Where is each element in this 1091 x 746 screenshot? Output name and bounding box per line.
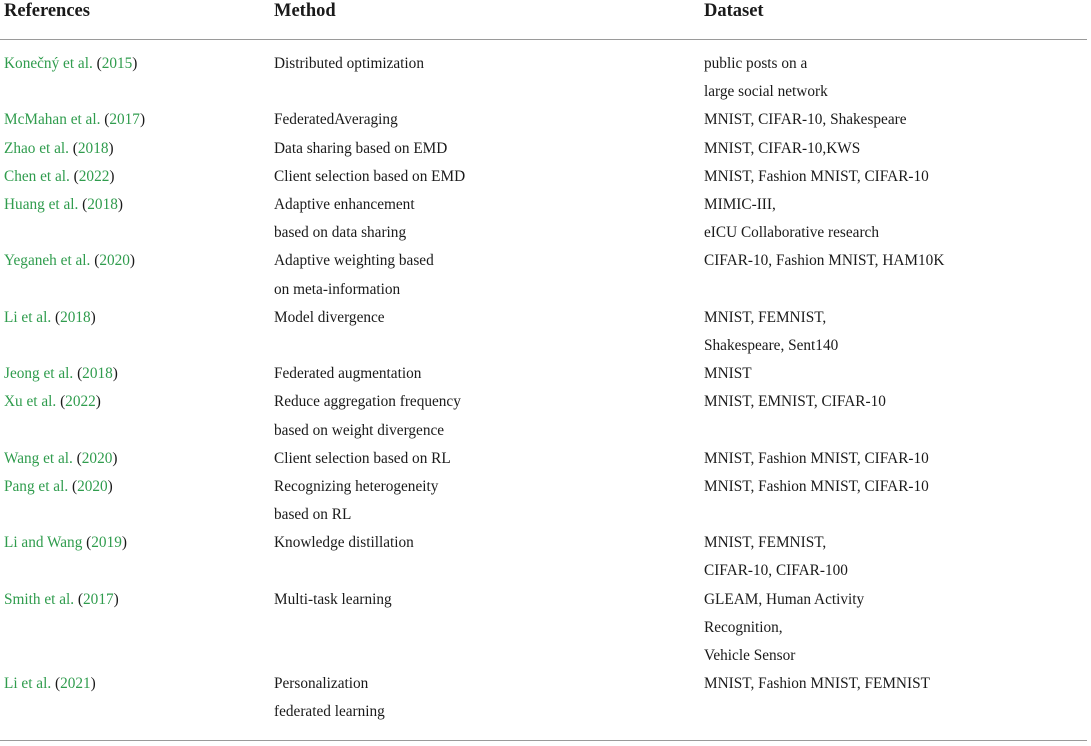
- method-cell: [274, 445, 451, 473]
- dataset-text: Shakespeare, Sent140: [704, 336, 839, 354]
- dataset-text: CIFAR-10, Fashion MNIST, HAM10K: [704, 252, 945, 270]
- dataset-cell: [704, 586, 864, 671]
- method-text: Personalization: [274, 675, 369, 693]
- reference-cell: Yeganeh et al. (2020): [4, 252, 136, 270]
- reference-year-link[interactable]: 2018: [60, 308, 91, 326]
- reference-link[interactable]: Li et al.: [4, 675, 52, 693]
- dataset-text: Recognition,: [704, 618, 783, 636]
- method-text: Client selection based on RL: [274, 449, 451, 467]
- reference-year-link[interactable]: 2017: [109, 111, 140, 129]
- reference-year-link[interactable]: 2019: [91, 534, 122, 552]
- table-row: [0, 135, 1087, 163]
- reference-year-link[interactable]: 2022: [65, 393, 96, 411]
- method-text: based on data sharing: [274, 224, 407, 242]
- reference-link[interactable]: Pang et al.: [4, 477, 69, 495]
- table-row: [0, 247, 1087, 303]
- method-text: based on RL: [274, 506, 352, 524]
- reference-link[interactable]: Xu et al.: [4, 393, 57, 411]
- reference-cell: Li and Wang (2019): [4, 534, 127, 552]
- dataset-text: MNIST, Fashion MNIST, CIFAR-10: [704, 477, 929, 495]
- method-cell: [274, 529, 414, 557]
- method-cell: [274, 473, 438, 529]
- reference-cell: Konečný et al. (2015): [4, 55, 138, 72]
- method-cell: [274, 388, 461, 444]
- method-text: based on weight divergence: [274, 421, 445, 439]
- dataset-text: CIFAR-10, CIFAR-100: [704, 562, 848, 580]
- table-row: [0, 50, 1087, 106]
- reference-link[interactable]: Li and Wang: [4, 534, 83, 552]
- method-text: on meta-information: [274, 280, 401, 298]
- reference-cell: Xu et al. (2022): [4, 393, 101, 411]
- method-text: Reduce aggregation frequency: [274, 393, 461, 411]
- reference-link[interactable]: Li et al.: [4, 308, 52, 326]
- dataset-cell: [704, 445, 929, 473]
- reference-cell: Smith et al. (2017): [4, 590, 119, 608]
- method-text: FederatedAveraging: [274, 111, 398, 129]
- table-row: [0, 670, 1087, 726]
- reference-link[interactable]: Jeong et al.: [4, 365, 74, 383]
- method-cell: [274, 304, 385, 332]
- dataset-text: MNIST, FEMNIST,: [704, 534, 827, 552]
- table-header: [0, 0, 1087, 38]
- reference-cell: Jeong et al. (2018): [4, 365, 118, 383]
- reference-cell: Chen et al. (2022): [4, 167, 115, 185]
- dataset-cell: [704, 473, 929, 501]
- dataset-text: MNIST, Fashion MNIST, CIFAR-10: [704, 167, 929, 185]
- method-cell: [274, 106, 398, 134]
- method-text: Distributed optimization: [274, 55, 424, 72]
- header-method: Method: [274, 1, 336, 21]
- method-cell: [274, 163, 465, 191]
- dataset-text: MNIST, CIFAR-10,KWS: [704, 139, 861, 157]
- reference-cell: Li et al. (2021): [4, 675, 96, 693]
- reference-link[interactable]: McMahan et al.: [4, 111, 101, 129]
- dataset-text: MNIST: [704, 365, 752, 383]
- reference-cell: Li et al. (2018): [4, 308, 96, 326]
- header-references: References: [4, 1, 90, 21]
- dataset-cell: [704, 106, 907, 134]
- dataset-text: GLEAM, Human Activity: [704, 590, 865, 608]
- reference-year-link[interactable]: 2015: [101, 55, 133, 72]
- dataset-cell: [704, 191, 879, 247]
- dataset-cell: [704, 670, 930, 698]
- method-text: Knowledge distillation: [274, 534, 414, 552]
- dataset-cell: [704, 50, 828, 106]
- method-text: Model divergence: [274, 308, 385, 326]
- reference-link[interactable]: Smith et al.: [4, 590, 75, 608]
- reference-cell: Zhao et al. (2018): [4, 139, 114, 157]
- reference-link[interactable]: Konečný et al.: [4, 55, 93, 72]
- dataset-text: MNIST, FEMNIST,: [704, 308, 827, 326]
- table-body: [0, 50, 1087, 727]
- method-cell: [274, 247, 434, 303]
- reference-cell: Wang et al. (2020): [4, 449, 118, 467]
- method-cell: [274, 670, 385, 726]
- reference-year-link[interactable]: 2021: [60, 675, 91, 693]
- reference-year-link[interactable]: 2020: [81, 449, 113, 467]
- table-row: [0, 586, 1087, 671]
- method-cell: [274, 360, 421, 388]
- table-row: [0, 445, 1087, 473]
- dataset-cell: [704, 529, 848, 585]
- dataset-text: MNIST, CIFAR-10, Shakespeare: [704, 111, 907, 129]
- dataset-cell: [704, 360, 752, 388]
- reference-link[interactable]: Zhao et al.: [4, 139, 69, 157]
- method-cell: [274, 586, 392, 614]
- bottom-rule: [0, 740, 1087, 741]
- table-row: [0, 106, 1087, 134]
- table-row: [0, 360, 1087, 388]
- reference-link[interactable]: Wang et al.: [4, 449, 73, 467]
- dataset-cell: [704, 135, 860, 163]
- reference-year-link[interactable]: 2022: [78, 167, 110, 185]
- reference-year-link[interactable]: 2020: [99, 252, 130, 270]
- reference-year-link[interactable]: 2018: [87, 195, 118, 213]
- table-row: [0, 473, 1087, 529]
- reference-link[interactable]: Yeganeh et al.: [4, 252, 91, 270]
- method-text: Client selection based on EMD: [274, 167, 466, 185]
- method-text: Data sharing based on EMD: [274, 139, 448, 157]
- dataset-text: MNIST, Fashion MNIST, CIFAR-10: [704, 449, 929, 467]
- reference-cell: Pang et al. (2020): [4, 477, 113, 495]
- table-row: [0, 529, 1087, 585]
- method-cell: [274, 135, 447, 163]
- method-text: Recognizing heterogeneity: [274, 477, 439, 495]
- reference-cell: McMahan et al. (2017): [4, 111, 146, 129]
- header-rule: [0, 39, 1087, 40]
- reference-year-link[interactable]: 2020: [77, 477, 108, 495]
- reference-link[interactable]: Chen et al.: [4, 167, 70, 185]
- dataset-text: MIMIC-III,: [704, 195, 776, 213]
- dataset-text: MNIST, Fashion MNIST, FEMNIST: [704, 675, 930, 693]
- method-text: Adaptive enhancement: [274, 195, 415, 213]
- reference-year-link[interactable]: 2018: [77, 139, 109, 157]
- method-text: Multi-task learning: [274, 590, 392, 608]
- dataset-text: MNIST, EMNIST, CIFAR-10: [704, 393, 886, 411]
- dataset-text: eICU Collaborative research: [704, 224, 879, 242]
- reference-year-link[interactable]: 2017: [83, 590, 114, 608]
- method-cell: [274, 50, 424, 78]
- dataset-cell: [704, 388, 886, 416]
- table-row: [0, 388, 1087, 444]
- header-dataset: Dataset: [704, 1, 764, 21]
- method-text: Federated augmentation: [274, 365, 422, 383]
- dataset-text: Vehicle Sensor: [704, 647, 796, 665]
- dataset-cell: [704, 247, 944, 275]
- dataset-text: large social network: [704, 83, 828, 101]
- table-row: [0, 304, 1087, 360]
- dataset-text: public posts on a: [704, 55, 808, 72]
- method-text: Adaptive weighting based: [274, 252, 434, 270]
- method-cell: [274, 191, 415, 247]
- table-row: [0, 163, 1087, 191]
- table-row: [0, 191, 1087, 247]
- reference-cell: Huang et al. (2018): [4, 195, 123, 213]
- reference-year-link[interactable]: 2018: [82, 365, 113, 383]
- method-text: federated learning: [274, 703, 385, 721]
- dataset-cell: [704, 304, 838, 360]
- dataset-cell: [704, 163, 929, 191]
- reference-link[interactable]: Huang et al.: [4, 195, 79, 213]
